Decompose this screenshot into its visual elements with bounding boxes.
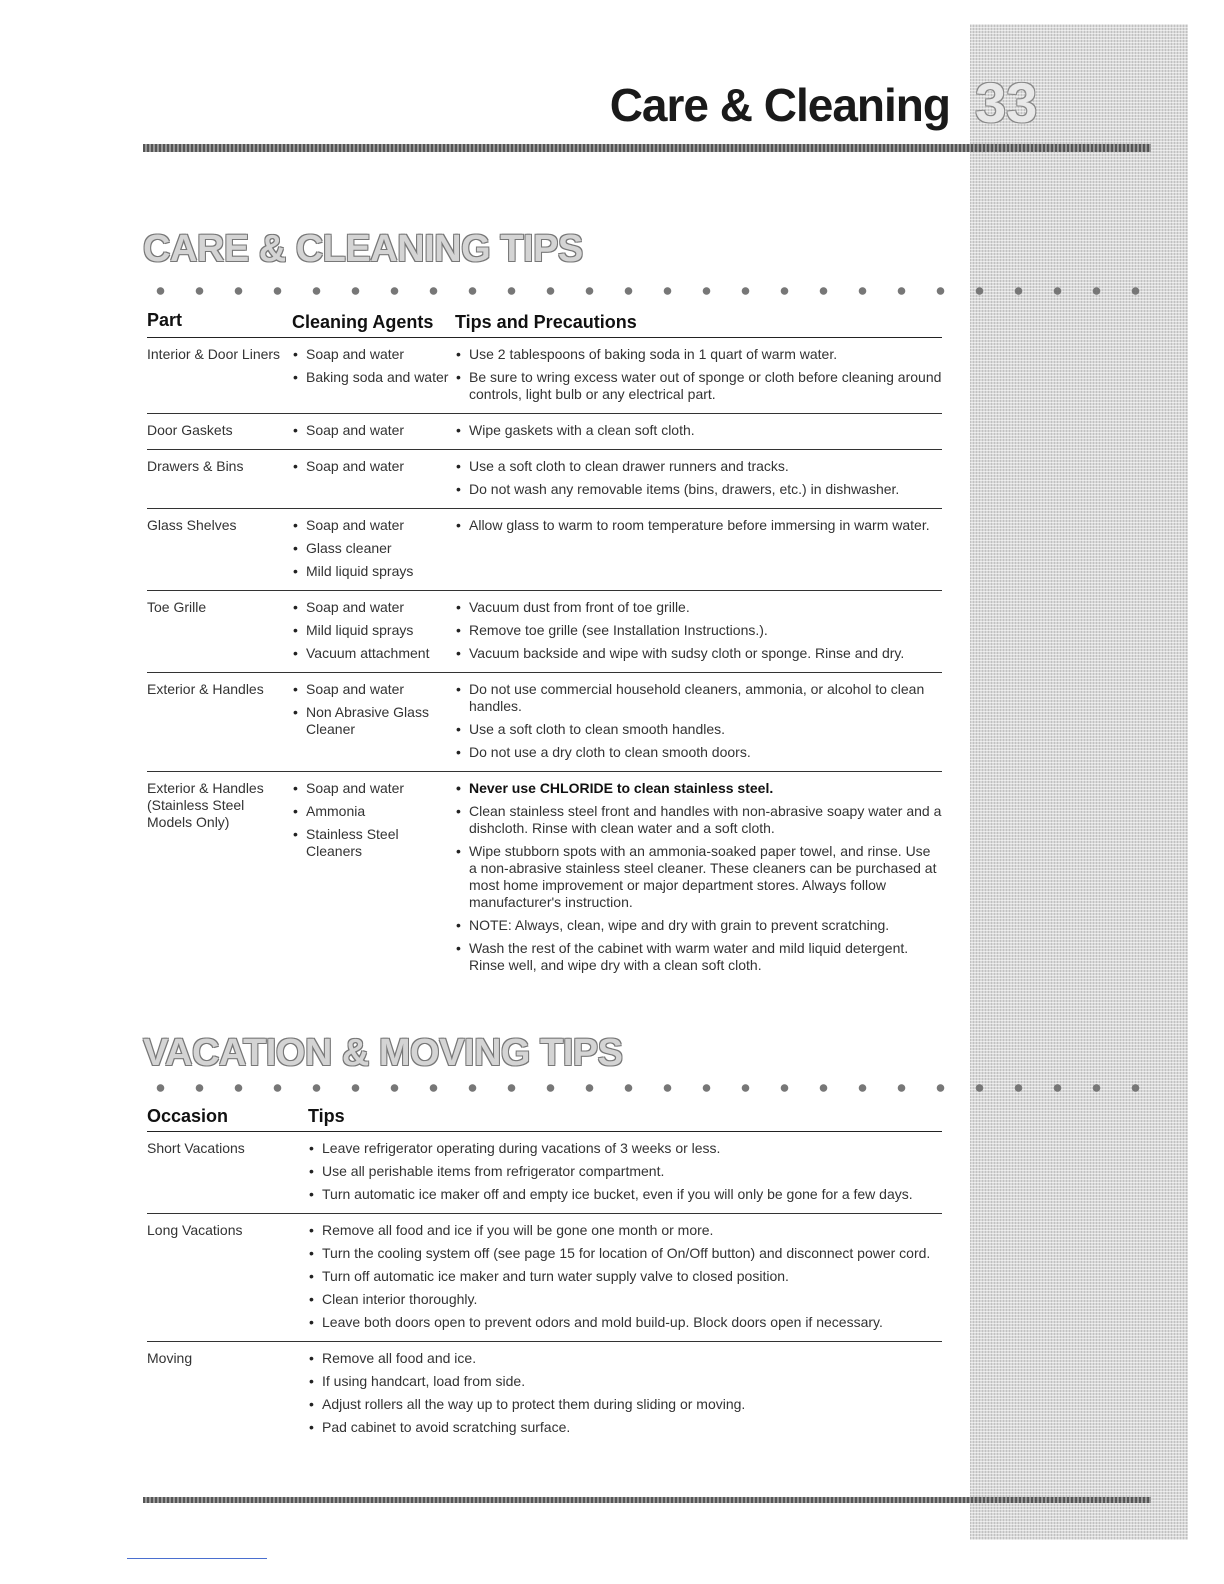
tip-item-list — [455, 681, 942, 761]
tip-item: • Adjust rollers all the way up to protect them during sliding or moving. — [308, 1396, 942, 1413]
agent-item: • Mild liquid sprays — [292, 622, 455, 639]
table-row — [147, 591, 942, 673]
table-row — [147, 673, 942, 772]
tip-item: • NOTE: Always, clean, wipe and dry with grain to prevent scratching. — [455, 917, 942, 934]
cleaning-agents — [292, 422, 455, 439]
agent-item: • Vacuum attachment — [292, 645, 455, 662]
tip-item-list — [455, 517, 942, 534]
table-row — [147, 338, 942, 414]
tips-precautions — [455, 681, 942, 761]
vacation-section-title: VACATION & MOVING TIPS — [143, 1032, 623, 1074]
care-dot-divider — [141, 286, 1155, 296]
header-rule — [143, 144, 1151, 152]
tips-precautions — [455, 780, 942, 974]
cleaning-agents — [292, 681, 455, 761]
tip-item: • If using handcart, load from side. — [308, 1373, 942, 1390]
part-name: Exterior & Handles — [147, 681, 264, 697]
agent-item-list — [292, 517, 455, 580]
tip-item: • Use a soft cloth to clean smooth handles. — [455, 721, 942, 738]
agent-item: • Ammonia — [292, 803, 455, 820]
tip-item-list — [455, 458, 942, 498]
agent-item: • Soap and water — [292, 458, 455, 475]
table-row — [147, 1342, 942, 1446]
table-row — [147, 450, 942, 509]
tip-item: • Remove all food and ice if you will be gone one month or more. — [308, 1222, 942, 1239]
tip-item-list — [455, 599, 942, 662]
agent-item: • Soap and water — [292, 780, 455, 797]
tip-item: • Wipe stubborn spots with an ammonia-soaked paper towel, and rinse. Use a non-abrasive stainless steel cleaner. These cleaners can be purchased at most home improvement or major department stores. Always follow manufacturer's instruction. — [455, 843, 942, 911]
header-part: Part — [147, 310, 183, 330]
tip-item: • Do not wash any removable items (bins, drawers, etc.) in dishwasher. — [455, 481, 942, 498]
occasion-tips — [308, 1350, 942, 1436]
part-name: Door Gaskets — [147, 422, 233, 438]
care-table-header — [147, 312, 942, 338]
vacation-table — [147, 1106, 942, 1446]
page-number: 33 — [975, 71, 1038, 134]
occasion-tips — [308, 1222, 942, 1331]
cleaning-agents — [292, 458, 455, 498]
occasion-name: Moving — [147, 1350, 193, 1366]
part-name: Glass Shelves — [147, 517, 237, 533]
agent-item: • Baking soda and water — [292, 369, 455, 386]
tip-item-list — [455, 346, 942, 403]
vacation-table-header — [147, 1106, 942, 1132]
tip-item: • Remove all food and ice. — [308, 1350, 942, 1367]
side-tab-band — [970, 24, 1188, 1540]
tip-item: • Leave both doors open to prevent odors and mold build-up. Block doors open if necessary. — [308, 1314, 942, 1331]
header-agents: Cleaning Agents — [292, 312, 434, 332]
agent-item: • Stainless Steel Cleaners — [292, 826, 455, 860]
occasion-name: Short Vacations — [147, 1140, 245, 1156]
tips-precautions — [455, 422, 942, 439]
tip-item: • Never use CHLORIDE to clean stainless steel. — [455, 780, 942, 797]
tip-item: • Wash the rest of the cabinet with warm water and mild liquid detergent. Rinse well, and wipe dry with a clean soft cloth. — [455, 940, 942, 974]
tip-item: • Remove toe grille (see Installation Instructions.). — [455, 622, 942, 639]
agent-item: • Soap and water — [292, 599, 455, 616]
tip-item: • Pad cabinet to avoid scratching surface. — [308, 1419, 942, 1436]
occasion-tips — [308, 1140, 942, 1203]
cleaning-agents — [292, 517, 455, 580]
table-row — [147, 772, 942, 984]
tip-item-list — [455, 780, 942, 974]
tip-item: • Turn off automatic ice maker and turn water supply valve to closed position. — [308, 1268, 942, 1285]
tip-item: • Allow glass to warm to room temperature before immersing in warm water. — [455, 517, 942, 534]
tip-item: • Wipe gaskets with a clean soft cloth. — [455, 422, 942, 439]
header-occasion: Occasion — [147, 1106, 229, 1126]
care-section-title: CARE & CLEANING TIPS — [143, 228, 583, 270]
tips-precautions — [455, 346, 942, 403]
tip-item: • Use a soft cloth to clean drawer runners and tracks. — [455, 458, 942, 475]
header-tips: Tips and Precautions — [455, 312, 637, 332]
vacation-table-body — [147, 1132, 942, 1446]
tip-item: • Vacuum dust from front of toe grille. — [455, 599, 942, 616]
care-table-body — [147, 338, 942, 984]
tip-item: • Clean stainless steel front and handles with non-abrasive soapy water and a dishcloth. Rinse with clean water and a soft cloth. — [455, 803, 942, 837]
tip-item: • Do not use commercial household cleaners, ammonia, or alcohol to clean handles. — [455, 681, 942, 715]
agent-item-list — [292, 681, 455, 738]
part-name: Exterior & Handles (Stainless Steel Models Only) — [147, 780, 264, 830]
agent-item: • Soap and water — [292, 517, 455, 534]
tip-item-list — [455, 422, 942, 439]
part-name: Drawers & Bins — [147, 458, 244, 474]
tip-item: • Be sure to wring excess water out of sponge or cloth before cleaning around controls, light bulb or any electrical part. — [455, 369, 942, 403]
cleaning-agents — [292, 780, 455, 974]
cleaning-agents — [292, 346, 455, 403]
table-row — [147, 1214, 942, 1342]
agent-item: • Soap and water — [292, 681, 455, 698]
agent-item: • Mild liquid sprays — [292, 563, 455, 580]
part-name: Interior & Door Liners — [147, 346, 281, 362]
care-table — [147, 312, 942, 984]
tip-item: • Do not use a dry cloth to clean smooth doors. — [455, 744, 942, 761]
header-vacation-tips: Tips — [308, 1106, 345, 1126]
page-title: Care & Cleaning — [609, 79, 950, 131]
agent-item: • Soap and water — [292, 346, 455, 363]
tip-item-list — [308, 1222, 942, 1331]
agent-item-list — [292, 458, 455, 475]
table-row — [147, 509, 942, 591]
tip-item: • Use 2 tablespoons of baking soda in 1 quart of warm water. — [455, 346, 942, 363]
tips-precautions — [455, 517, 942, 580]
tip-item-list — [308, 1350, 942, 1436]
tip-item: • Turn automatic ice maker off and empty ice bucket, even if you will only be gone for a few days. — [308, 1186, 942, 1203]
agent-item-list — [292, 346, 455, 386]
footer-rule — [143, 1497, 1151, 1503]
footer-link-line — [127, 1558, 267, 1559]
tip-item: • Turn the cooling system off (see page 15 for location of On/Off button) and disconnect power cord. — [308, 1245, 942, 1262]
tip-item: • Clean interior thoroughly. — [308, 1291, 942, 1308]
table-row — [147, 414, 942, 450]
part-name: Toe Grille — [147, 599, 207, 615]
tip-item: • Vacuum backside and wipe with sudsy cloth or sponge. Rinse and dry. — [455, 645, 942, 662]
tip-item: • Leave refrigerator operating during vacations of 3 weeks or less. — [308, 1140, 942, 1157]
occasion-name: Long Vacations — [147, 1222, 243, 1238]
agent-item-list — [292, 599, 455, 662]
agent-item-list — [292, 422, 455, 439]
agent-item-list — [292, 780, 455, 860]
vacation-dot-divider — [141, 1083, 1155, 1093]
table-row — [147, 1132, 942, 1214]
agent-item: • Soap and water — [292, 422, 455, 439]
tips-precautions — [455, 599, 942, 662]
tip-item-list — [308, 1140, 942, 1203]
cleaning-agents — [292, 599, 455, 662]
tips-precautions — [455, 458, 942, 498]
agent-item: • Glass cleaner — [292, 540, 455, 557]
agent-item: • Non Abrasive Glass Cleaner — [292, 704, 455, 738]
tip-item: • Use all perishable items from refrigerator compartment. — [308, 1163, 942, 1180]
